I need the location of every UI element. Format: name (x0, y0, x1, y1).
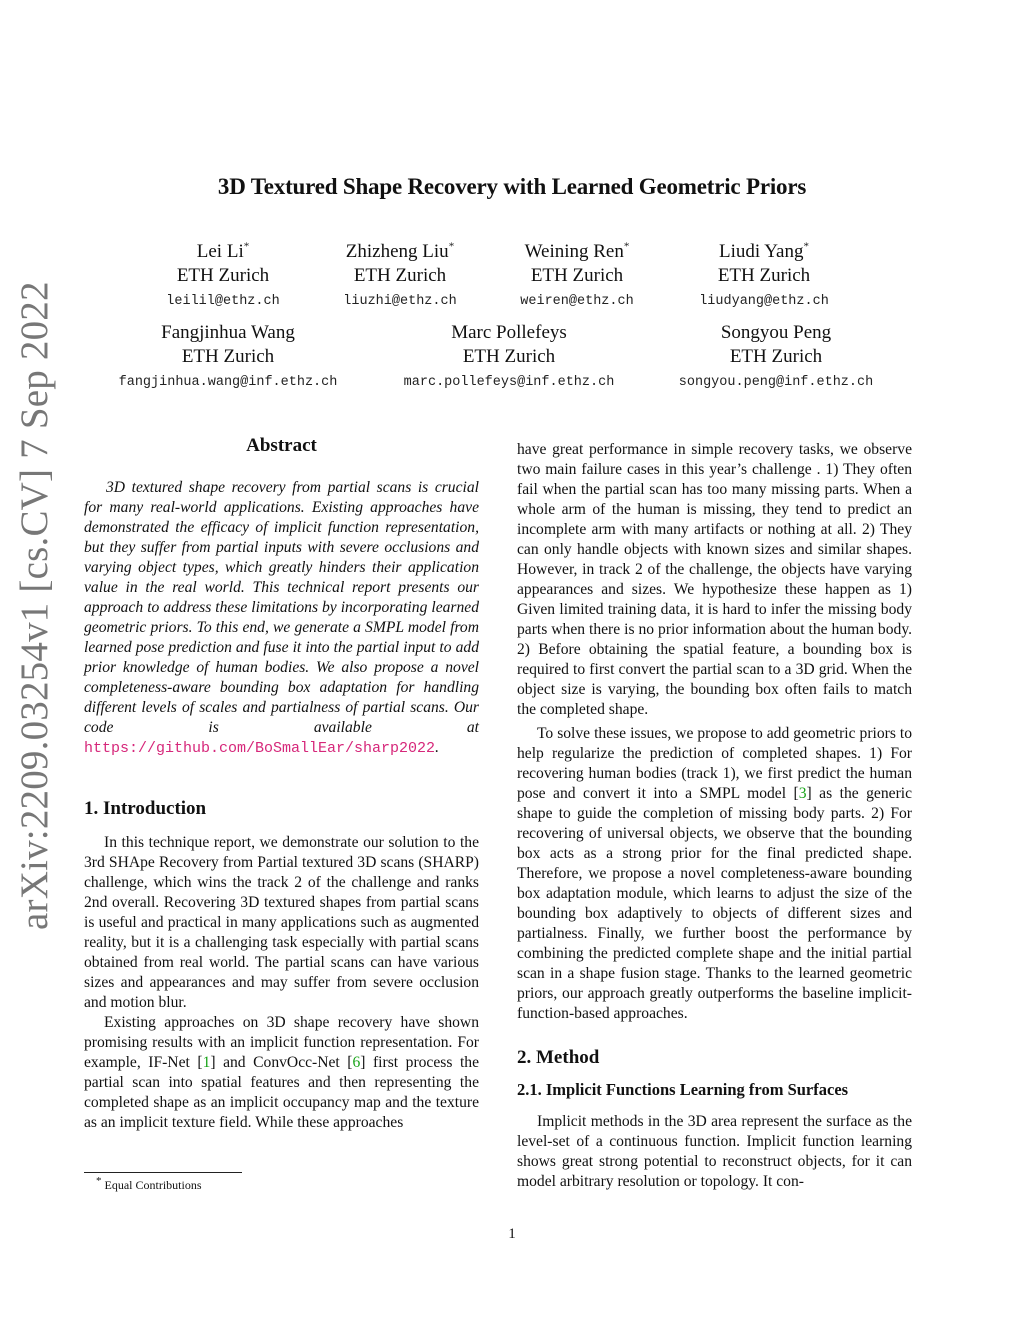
code-link[interactable]: https://github.com/BoSmallEar/sharp2022 (84, 740, 436, 757)
left-column (84, 436, 479, 1133)
abstract-text: 3D textured shape recovery from partial scans is crucial for many real-world applications. Existing approaches have demonstrated the efficacy of implicit function representation, but they suffer from partial inputs with severe occlusions and varying object types, which greatly hinders their application value in the real world. This technical report presents our approach to address these limitations by incorporating learned geometric priors. To this end, we generate a SMPL model from learned pose prediction and fuse it into the partial input to add prior knowledge of human bodies. We also propose a novel completeness-aware bounding box adaptation for handling different levels of scales and partialness of partial scans. Our code is available at (84, 479, 479, 736)
author-name: Weining Ren (524, 241, 624, 262)
body-text: To solve these issues, we propose to add geometric priors to help regularize the prediction of completed shapes. 1) For recovering human bodies (track 1), we first predict the human pose and convert it into a SMPL model [ (517, 725, 912, 802)
author-name: Marc Pollefeys (451, 322, 567, 343)
footnote (96, 1175, 202, 1193)
intro-paragraph-1: In this technique report, we demonstrate our solution to the 3rd SHApe Recovery from Partial textured 3D scans (SHARP) challenge, which wins the track 2 of the challenge and ranks 2nd overall. Recovering 3D textured shapes from partial scans is useful and practical in many applications such as augmented reality, but it is a challenging task especially with partial scans obtained from real world. The partial scans can have various sizes and appearances and may suffer from severe occlusion and motion blur. (84, 834, 479, 1011)
abstract-end: . (435, 739, 439, 756)
author-mark: * (623, 240, 630, 253)
paper-title: 3D Textured Shape Recovery with Learned Geometric Priors (217, 174, 807, 199)
right-paragraph-1: have great performance in simple recovery tasks, we observe two main failure cases in this year’s challenge . 1) They often fail when the partial scan has too many missing parts. When a whole arm of the human is missing, they tend to predict an incomplete arm with many artifacts or nothing at all. 2) They can only handle objects with known sizes and similar shapes. However, in track 2 of the challenge, the objects have varying appearances and sizes. We hypothesize these happen as 1) Given limited training data, it is hard to infer the missing body parts when there is no prior information about the human body. 2) Before obtaining the spatial feature, a bounding box is required to first convert the partial scan to a 3D grid. When the object size is varying, the bounding box often fails to match the completed shape. (517, 441, 912, 718)
author-affiliation: ETH Zurich (181, 346, 275, 367)
author-affiliation: ETH Zurich (729, 346, 823, 367)
author-affiliation: ETH Zurich (353, 265, 447, 286)
section-heading-method: 2. Method (517, 1047, 600, 1068)
citation-link[interactable]: 3 (798, 785, 807, 802)
author-affiliation: ETH Zurich (717, 265, 811, 286)
intro-text: ] and ConvOcc-Net [ (210, 1054, 353, 1071)
footnote-rule (84, 1172, 242, 1173)
author-email[interactable]: marc.pollefeys@inf.ethz.ch (403, 375, 615, 390)
author-email[interactable]: fangjinhua.wang@inf.ethz.ch (118, 375, 338, 390)
footnote-text: Equal Contributions (104, 1178, 202, 1192)
author-block (78, 321, 378, 390)
author-name: Songyou Peng (720, 322, 832, 343)
right-paragraph-2 (517, 724, 912, 1024)
abstract-body (84, 478, 479, 759)
author-name: Liudi Yang (719, 241, 804, 262)
arxiv-stamp: arXiv:2209.03254v1 [cs.CV] 7 Sep 2022 (13, 281, 56, 930)
author-mark: * (803, 240, 809, 253)
author-affiliation: ETH Zurich (462, 346, 556, 367)
citation-link[interactable]: 1 (202, 1054, 211, 1071)
intro-text: Existing approaches on 3D shape recovery have shown promising results with an implicit function representation. For example, IF-Net [ (84, 1014, 479, 1071)
intro-text: ] first process the partial scan into spatial features and then representing the completed shape as an implicit occupancy map and the texture as an implicit texture field. While these approaches (84, 1054, 479, 1131)
author-email[interactable]: leilil@ethz.ch (166, 294, 280, 309)
author-name: Lei Li (196, 241, 244, 262)
abstract-heading: Abstract (246, 435, 317, 456)
intro-paragraph-2 (84, 1013, 479, 1133)
body-text: ] as the generic shape to guide the completion of missing body parts. 2) For recovering of universal objects, we observe that the bounding box acts as a strong prior for the final predicted shape. Therefore, we propose a novel completeness-aware bounding box adaptation module, which learns to adjust the size of the bounding box adaptively to objects of different sizes and partialness. Finally, we further boost the performance by combining the predicted complete shape and the initial partial scan in a shape fusion stage. Thanks to the learned geometric priors, our approach greatly outperforms the baseline implicit-function-based approaches. (517, 785, 913, 1022)
author-mark: * (448, 240, 455, 253)
citation-link[interactable]: 6 (352, 1054, 361, 1071)
right-column (517, 440, 912, 1192)
author-email[interactable]: liuzhi@ethz.ch (343, 294, 457, 309)
subsection-heading: 2.1. Implicit Functions Learning from Surfaces (517, 1080, 849, 1099)
author-block (359, 321, 659, 390)
author-email[interactable]: songyou.peng@inf.ethz.ch (678, 375, 874, 390)
author-block (614, 240, 914, 309)
author-mark: * (243, 240, 250, 253)
section-heading-introduction: 1. Introduction (84, 798, 207, 819)
author-affiliation: ETH Zurich (530, 265, 624, 286)
author-name: Fangjinhua Wang (161, 322, 295, 343)
author-email[interactable]: weiren@ethz.ch (520, 294, 634, 309)
author-name: Zhizheng Liu (345, 241, 449, 262)
method-paragraph-1: Implicit methods in the 3D area represent the surface as the level-set of a continuous function. Implicit function learning shows great strong potential to reconstruct objects, for it can model arbitrary resolution or topology. It con- (517, 1113, 912, 1190)
author-email[interactable]: liudyang@ethz.ch (699, 294, 829, 309)
footnote-mark: * (96, 1175, 102, 1187)
author-block (626, 321, 926, 390)
page-number: 1 (508, 1226, 516, 1242)
author-affiliation: ETH Zurich (176, 265, 270, 286)
